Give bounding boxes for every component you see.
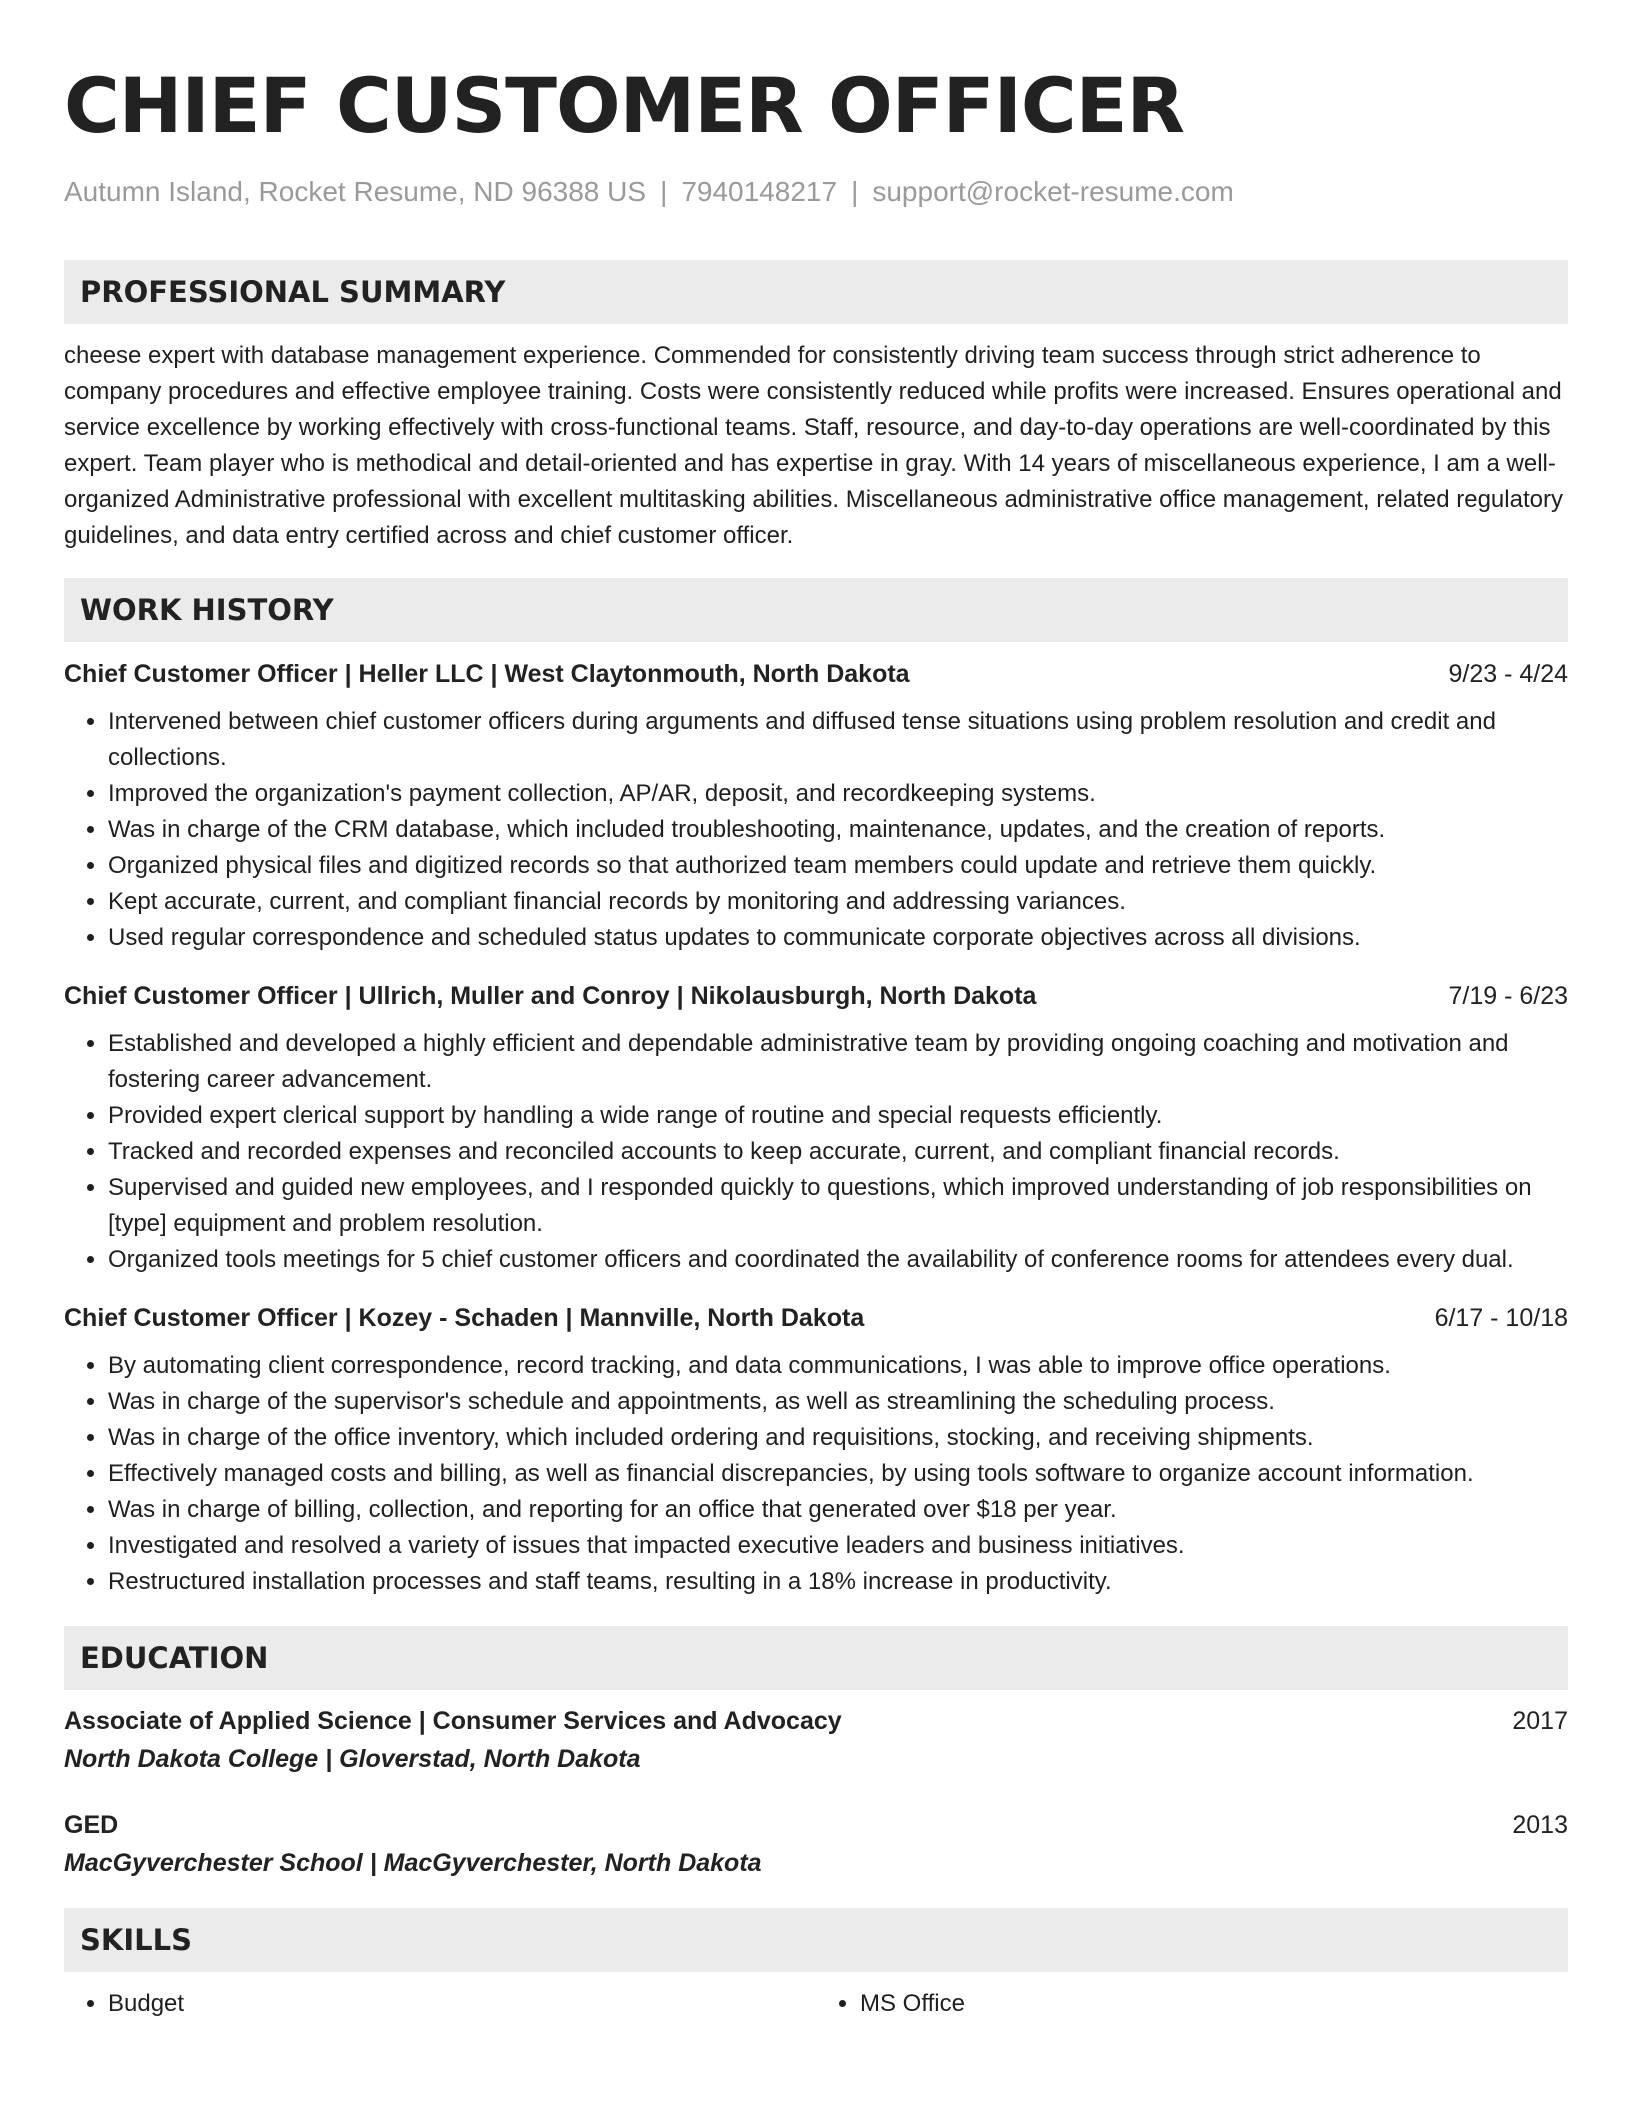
contact-address: Autumn Island, Rocket Resume, ND 96388 US	[64, 176, 647, 207]
education-entry	[64, 1702, 1568, 1778]
job-bullet: • Was in charge of the supervisor's schedule and appointments, as well as streamlining the scheduling process.	[108, 1384, 1568, 1420]
job-bullet: • Organized tools meetings for 5 chief customer officers and coordinated the availability of conference rooms for attendees every dual.	[108, 1242, 1568, 1278]
job-title: Chief Customer Officer | Heller LLC | West Claytonmouth, North Dakota	[64, 660, 910, 688]
job-bullet: • Tracked and recorded expenses and reconciled accounts to keep accurate, current, and compliant financial records.	[108, 1134, 1568, 1170]
job-entry	[64, 978, 1568, 1278]
contact-line	[64, 174, 1568, 210]
job-title: Chief Customer Officer | Ullrich, Muller and Conroy | Nikolausburgh, North Dakota	[64, 982, 1037, 1010]
job-entry	[64, 1300, 1568, 1600]
job-bullet: • Kept accurate, current, and compliant financial records by monitoring and addressing variances.	[108, 884, 1568, 920]
section-header-summary: PROFESSIONAL SUMMARY	[64, 260, 1568, 324]
contact-separator: |	[660, 176, 668, 207]
education-degree: GED	[64, 1811, 119, 1839]
education-year: 2017	[1512, 1707, 1568, 1735]
job-bullet-list	[64, 1348, 1568, 1600]
job-bullet: • Established and developed a highly efficient and dependable administrative team by providing ongoing coaching and motivation and fostering career advancement.	[108, 1026, 1568, 1098]
job-entry	[64, 656, 1568, 956]
job-bullet: • Provided expert clerical support by handling a wide range of routine and special requests efficiently.	[108, 1098, 1568, 1134]
skills-column-left	[64, 1986, 816, 2022]
education-degree: Associate of Applied Science | Consumer Services and Advocacy	[64, 1707, 842, 1735]
education-year: 2013	[1512, 1811, 1568, 1839]
education-entry	[64, 1806, 1568, 1882]
job-bullet: • Organized physical files and digitized records so that authorized team members could update and retrieve them quickly.	[108, 848, 1568, 884]
job-bullet: • Effectively managed costs and billing, as well as financial discrepancies, by using tools software to organize account information.	[108, 1456, 1568, 1492]
skills-column-right	[816, 1986, 1568, 2022]
job-bullet: • By automating client correspondence, record tracking, and data communications, I was able to improve office operations.	[108, 1348, 1568, 1384]
contact-separator: |	[851, 176, 859, 207]
job-dates: 9/23 - 4/24	[1448, 660, 1568, 688]
job-bullet: • Was in charge of billing, collection, and reporting for an office that generated over $18 per year.	[108, 1492, 1568, 1528]
job-bullet-list	[64, 1026, 1568, 1278]
job-bullet: • Used regular correspondence and scheduled status updates to communicate corporate objectives across all divisions.	[108, 920, 1568, 956]
skills-list	[64, 1986, 1568, 2022]
job-title: Chief Customer Officer | Kozey - Schaden | Mannville, North Dakota	[64, 1304, 865, 1332]
section-header-skills: SKILLS	[64, 1908, 1568, 1972]
job-bullet: • Was in charge of the CRM database, which included troubleshooting, maintenance, updates, and the creation of reports.	[108, 812, 1568, 848]
job-bullet: • Supervised and guided new employees, and I responded quickly to questions, which improved understanding of job responsibilities on [type] equipment and problem resolution.	[108, 1170, 1568, 1242]
contact-phone: 7940148217	[681, 176, 838, 207]
job-bullet: • Investigated and resolved a variety of issues that impacted executive leaders and business initiatives.	[108, 1528, 1568, 1564]
skill-item: • Budget	[108, 1986, 816, 2022]
education-school: North Dakota College | Gloverstad, North Dakota	[64, 1745, 641, 1773]
section-header-work-history: WORK HISTORY	[64, 578, 1568, 642]
job-bullet: • Was in charge of the office inventory, which included ordering and requisitions, stocking, and receiving shipments.	[108, 1420, 1568, 1456]
job-bullet: • Improved the organization's payment collection, AP/AR, deposit, and recordkeeping systems.	[108, 776, 1568, 812]
resume-name-heading: CHIEF CUSTOMER OFFICER	[64, 61, 1185, 150]
summary-text: cheese expert with database management experience. Commended for consistently driving team success through strict adherence to company procedures and effective employee training. Costs were consistently reduced while profits were increased. Ensures operational and service excellence by working effectively with cross-functional teams. Staff, resource, and day-to-day operations are well-coordinated by this expert. Team player who is methodical and detail-oriented and has expertise in gray. With 14 years of miscellaneous experience, I am a well-organized Administrative professional with excellent multitasking abilities. Miscellaneous administrative office management, related regulatory guidelines, and data entry certified across and chief customer officer.	[64, 342, 1563, 549]
contact-email[interactable]: support@rocket-resume.com	[872, 176, 1234, 207]
section-header-education: EDUCATION	[64, 1626, 1568, 1690]
job-bullet: • Restructured installation processes and staff teams, resulting in a 18% increase in productivity.	[108, 1564, 1568, 1600]
skill-item: • MS Office	[860, 1986, 1568, 2022]
education-school: MacGyverchester School | MacGyverchester, North Dakota	[64, 1849, 762, 1877]
job-dates: 6/17 - 10/18	[1434, 1304, 1568, 1332]
job-dates: 7/19 - 6/23	[1448, 982, 1568, 1010]
job-bullet: • Intervened between chief customer officers during arguments and diffused tense situations using problem resolution and credit and collections.	[108, 704, 1568, 776]
job-bullet-list	[64, 704, 1568, 956]
